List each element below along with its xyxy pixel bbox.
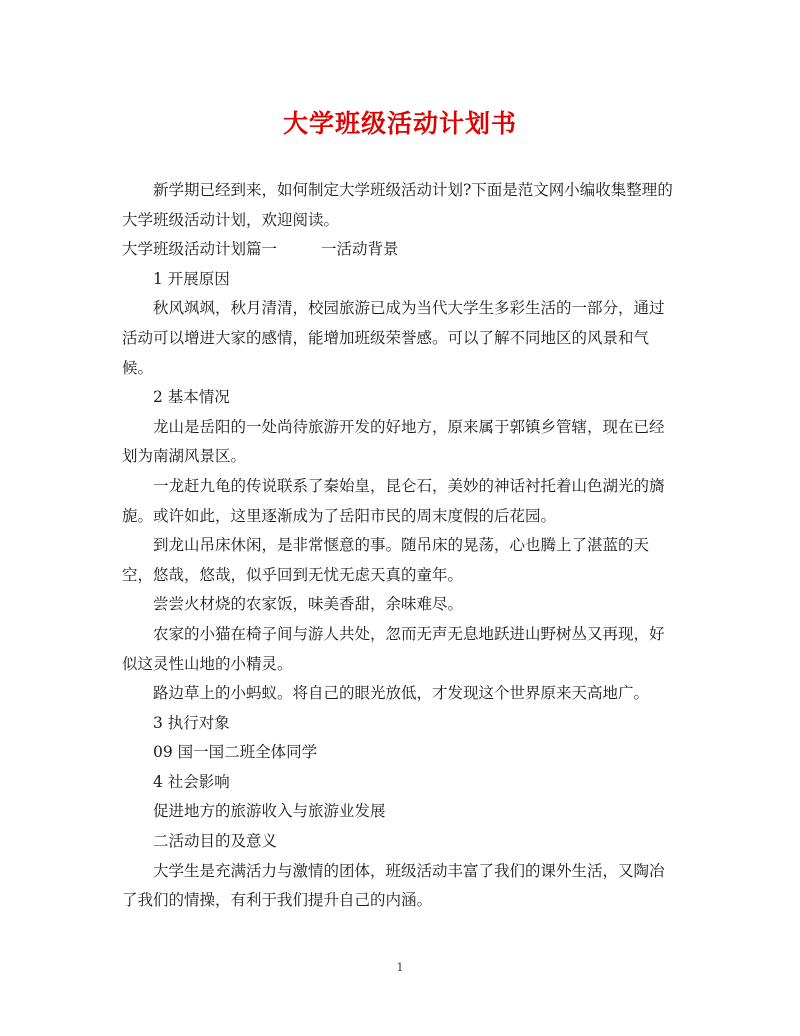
- paragraph-1-1: 秋风飒飒，秋月清清，校园旅游已成为当代大学生多彩生活的一部分，通过活动可以增进大家的感情，能增加班级荣誉感。可以了解不同地区的风景和气候。: [122, 299, 665, 377]
- paragraph-4-1: 促进地方的旅游收入与旅游业发展: [153, 802, 386, 821]
- document-body: [122, 176, 678, 916]
- subsection-heading-2: 2 基本情况: [153, 388, 230, 407]
- paragraph-2-4: 尝尝火材烧的农家饭，味美香甜，余味难尽。: [153, 595, 464, 614]
- subsection-heading-1: 1 开展原因: [153, 269, 230, 288]
- section-heading-right: 一活动背景: [321, 240, 399, 259]
- document-title: 大学班级活动计划书: [282, 109, 517, 138]
- section-heading-2: 二活动目的及意义: [153, 832, 278, 851]
- intro-paragraph: 新学期已经到来，如何制定大学班级活动计划?下面是范文网小编收集整理的大学班级活动计划，欢迎阅读。: [122, 181, 673, 229]
- paragraph-3-1: 09 国一国二班全体同学: [153, 743, 318, 762]
- section-heading: [122, 235, 678, 265]
- subsection-heading-3: 3 执行对象: [153, 713, 230, 732]
- page-number: 1: [396, 961, 404, 974]
- paragraph-2-1: 龙山是岳阳的一处尚待旅游开发的好地方，原来属于郭镇乡管辖，现在已经划为南湖风景区。: [122, 417, 665, 466]
- section-heading-left: 大学班级活动计划篇一: [122, 240, 278, 259]
- paragraph-2-3: 到龙山吊床休闲，是非常惬意的事。随吊床的晃荡，心也腾上了湛蓝的天空，悠哉，悠哉，似乎回到无忧无虑天真的童年。: [122, 536, 650, 584]
- paragraph-5-1: 大学生是充满活力与激情的团体，班级活动丰富了我们的课外生活，又陶冶了我们的情操，有利于我们提升自己的内涵。: [122, 861, 665, 910]
- paragraph-2-5: 农家的小猫在椅子间与游人共处，忽而无声无息地跃进山野树丛又再现，好似这灵性山地的小精灵。: [122, 624, 665, 673]
- paragraph-2-6: 路边草上的小蚂蚁。将自己的眼光放低，才发现这个世界原来天高地广。: [153, 684, 650, 703]
- paragraph-2-2: 一龙赶九龟的传说联系了秦始皇，昆仑石，美妙的神话衬托着山色湖光的旖旎。或许如此，这里逐渐成为了岳阳市民的周末度假的后花园。: [122, 476, 665, 525]
- subsection-heading-4: 4 社会影响: [153, 772, 230, 791]
